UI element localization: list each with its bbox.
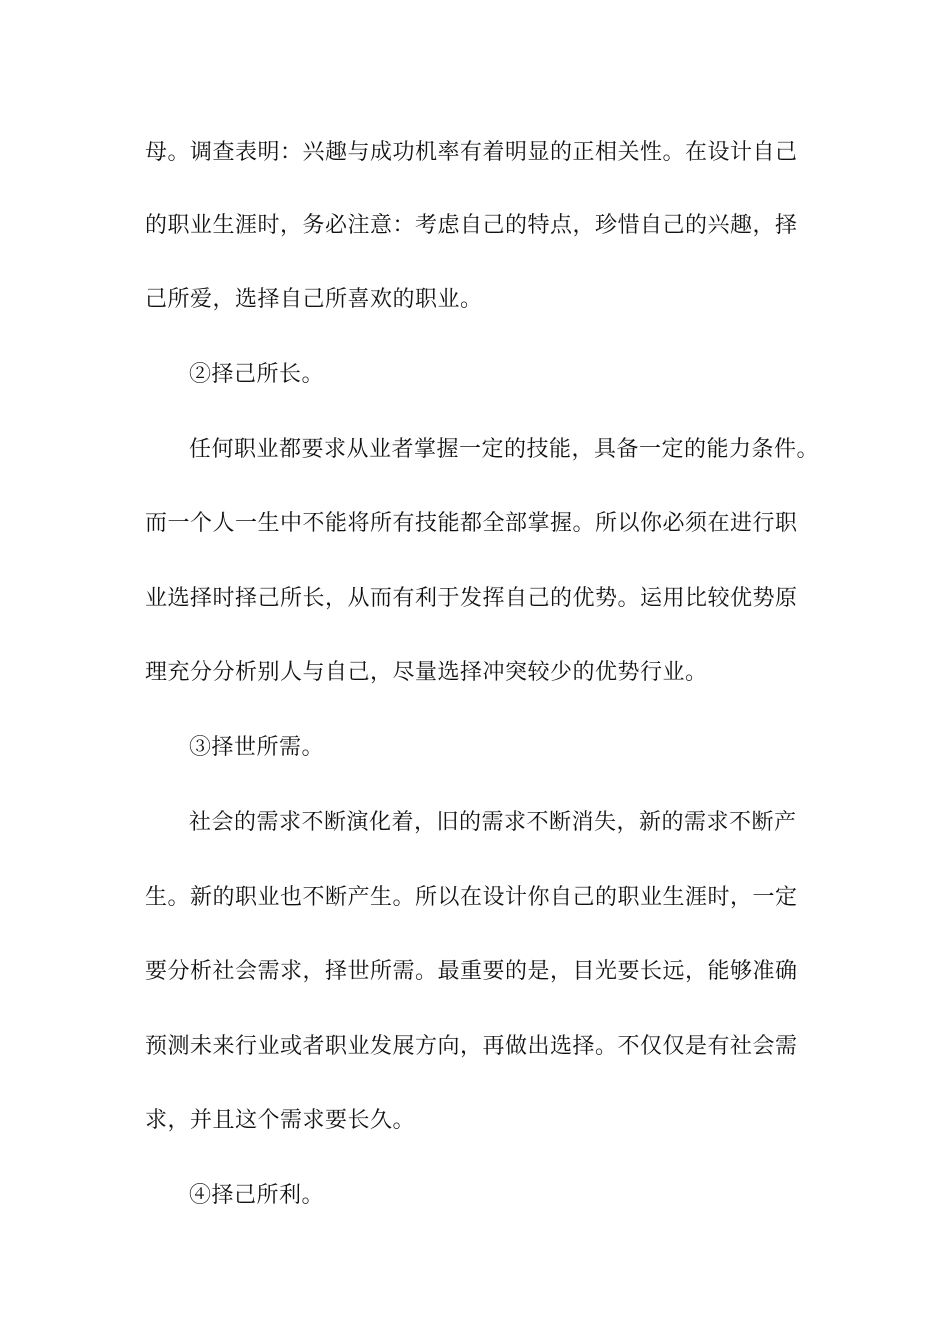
text-line: 社会的需求不断演化着，旧的需求不断消失，新的需求不断产	[189, 810, 797, 835]
section-heading: ④择己所利。	[189, 1183, 325, 1208]
text-line: 而一个人一生中不能将所有技能都全部掌握。所以你必须在进行职	[145, 511, 798, 536]
text-line: 生。新的职业也不断产生。所以在设计你自己的职业生涯时，一定	[145, 885, 798, 910]
text-line: 己所爱，选择自己所喜欢的职业。	[145, 287, 483, 312]
text-line: 的职业生涯时，务必注意：考虑自己的特点，珍惜自己的兴趣，择	[145, 213, 798, 238]
text-line: 业选择时择己所长，从而有利于发挥自己的优势。运用比较优势原	[145, 586, 798, 611]
section-heading: ③择世所需。	[189, 735, 325, 760]
text-line: 要分析社会需求，择世所需。最重要的是，目光要长远，能够准确	[145, 959, 798, 984]
text-line: 求，并且这个需求要长久。	[145, 1108, 416, 1133]
text-line: 理充分分析别人与自己，尽量选择冲突较少的优势行业。	[145, 660, 708, 685]
section-heading: ②择己所长。	[189, 362, 325, 387]
text-line: 母。调查表明：兴趣与成功机率有着明显的正相关性。在设计自己	[145, 140, 798, 165]
text-line: 任何职业都要求从业者掌握一定的技能，具备一定的能力条件。	[189, 437, 820, 462]
text-line: 预测未来行业或者职业发展方向，再做出选择。不仅仅是有社会需	[145, 1034, 798, 1059]
